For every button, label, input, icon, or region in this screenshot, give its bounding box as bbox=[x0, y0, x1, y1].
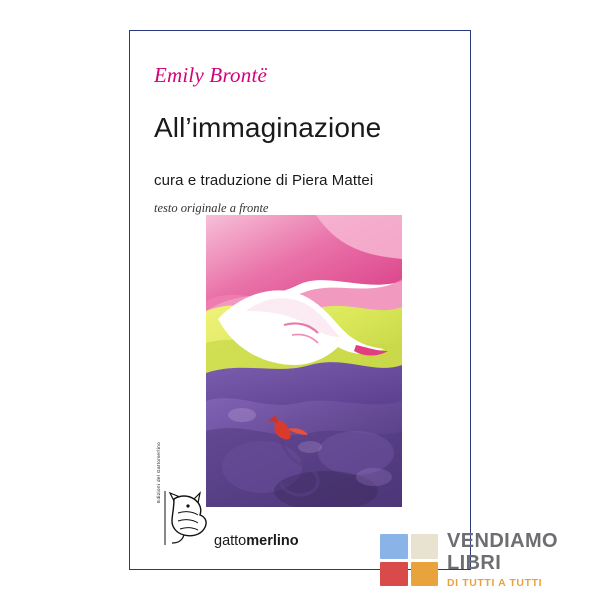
swatch-2 bbox=[411, 534, 439, 559]
cover-content bbox=[130, 31, 470, 569]
swatch-4 bbox=[411, 562, 439, 587]
gattomerlino-cat-icon bbox=[150, 441, 212, 547]
swatch-3 bbox=[380, 562, 408, 587]
publisher-name-bold: merlino bbox=[246, 533, 299, 549]
publisher-name bbox=[214, 533, 299, 549]
publisher-logo bbox=[150, 441, 325, 551]
book-title: All’immaginazione bbox=[154, 112, 382, 143]
book-cover bbox=[129, 30, 471, 570]
swatch-1 bbox=[380, 534, 408, 559]
book-subnote: testo originale a fronte bbox=[154, 201, 269, 215]
book-editor-line: cura e traduzione di Piera Mattei bbox=[154, 172, 374, 189]
watermark-swatches bbox=[380, 534, 438, 586]
publisher-name-light: gatto bbox=[214, 533, 247, 549]
watermark-text bbox=[447, 531, 558, 589]
watermark-line-3: DI TUTTI A TUTTI bbox=[447, 577, 543, 590]
watermark bbox=[380, 528, 592, 592]
book-author: Emily Brontë bbox=[154, 63, 268, 87]
watermark-line-2: LIBRI bbox=[447, 552, 502, 575]
watermark-line-1: VENDIAMO bbox=[447, 530, 558, 553]
cover-artwork bbox=[206, 215, 402, 507]
publisher-vertical-text: Edizioni del Gattomerlino bbox=[156, 441, 161, 503]
